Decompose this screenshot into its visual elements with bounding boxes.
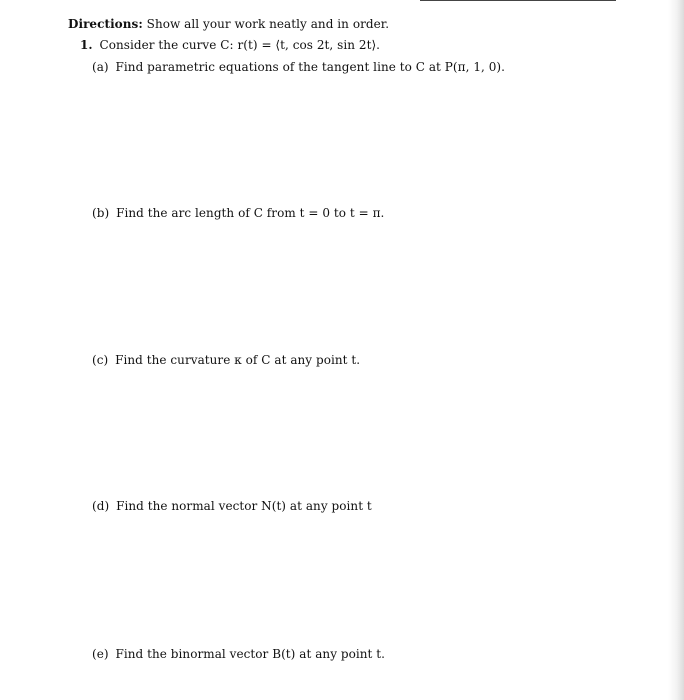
part-e-text: Find the binormal vector B(t) at any point t. bbox=[115, 647, 386, 661]
part-c-label: (c) bbox=[92, 353, 109, 367]
part-d-label: (d) bbox=[92, 499, 110, 513]
part-a-label: (a) bbox=[92, 60, 109, 74]
problem-1-statement bbox=[80, 37, 380, 53]
part-b bbox=[92, 205, 384, 221]
problem-number: 1. bbox=[80, 38, 93, 52]
part-a-text: Find parametric equations of the tangent line to C at P(π, 1, 0). bbox=[115, 60, 506, 74]
directions bbox=[68, 16, 389, 32]
part-a bbox=[92, 59, 505, 75]
problem-text: Consider the curve C: r(t) = ⟨t, cos 2t, sin 2t⟩. bbox=[99, 38, 381, 52]
part-d-text: Find the normal vector N(t) at any point t bbox=[116, 499, 372, 513]
part-b-label: (b) bbox=[92, 206, 110, 220]
page-edge-shadow bbox=[668, 0, 684, 700]
part-c bbox=[92, 352, 360, 368]
part-e-label: (e) bbox=[92, 647, 109, 661]
part-b-text: Find the arc length of C from t = 0 to t = π. bbox=[116, 206, 385, 220]
part-c-text: Find the curvature κ of C at any point t. bbox=[115, 353, 361, 367]
part-e bbox=[92, 646, 385, 662]
directions-label: Directions: bbox=[68, 17, 143, 31]
name-line-rule bbox=[420, 0, 616, 1]
directions-text: Show all your work neatly and in order. bbox=[146, 17, 390, 31]
part-d bbox=[92, 498, 372, 514]
